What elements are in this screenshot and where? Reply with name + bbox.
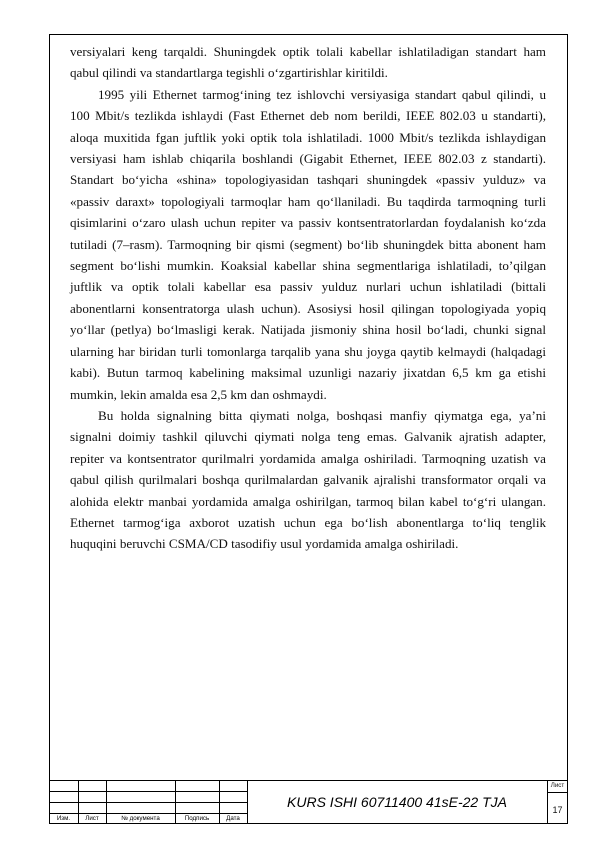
stamp-list-label: Лист bbox=[85, 815, 99, 822]
stamp-izm-label: Изм. bbox=[56, 815, 71, 822]
stamp-doc-label: № документа bbox=[121, 815, 160, 822]
stamp-sign-label: Подпись bbox=[184, 815, 210, 822]
title-block bbox=[49, 780, 568, 824]
document-body bbox=[70, 41, 546, 555]
paragraph-1: versiyalari keng tarqaldi. Shuningdek optik tolali kabellar ishlatiladigan standart ham qabul qilindi va standartlarga tegishli o‘zgartirishlar kiritildi. bbox=[70, 44, 546, 81]
sheet-label: Лист bbox=[550, 782, 565, 789]
sheet-number: 17 bbox=[552, 805, 563, 815]
paragraph-2: 1995 yili Ethernet tarmog‘ining tez ishlovchi versiyasiga standart qabul qilindi, u 100 Mbit/s tezlikda ishlaydi (Fast Ethernet deb nom berildi, IEEE 802.03 u standarti), aloqa muxitida fgan juftlik yoki optik tola ishlatiladi. 1000 Mbit/s tezlikda ishlaydigan versiyasi ham ishlab chiqarila boshlandi (Gigabit Ethernet, IEEE 802.03 z standarti). Standart bo‘yicha «shina» topologiyasidan tashqari shuningdek «passiv yulduz» va «passiv daraxt» topologiyali tarmoqlar ham qo‘llaniladi. Bu taqdirda tarmoqning turli qisimlarini o‘zaro ulash uchun repiter va passiv kontsentratorlardan foydalanish ko‘zda tutiladi (7–rasm). Tarmoqning bir qismi (segment) bo‘lib shuningdek bitta abonent ham segment bo‘lishi mumkin. Koaksial kabellar shina segmentlariga ishlatiladi, to’qilgan juftlik va optik tolali kabellar esa passiv yulduz nurlari uchun ishlatiladi (bittali abonentlarni konsentratorga ulash uchun). Asosiysi hosil qilingan topologiyada yopiq yo‘llar (petlya) bo‘lmasligi kerak. Natijada jismoniy shina hosil bo‘ladi, chunki signal ularning har biridan turli tomonlarga tarqalib yana shu joyga qaytib kelmaydi (halqadagi kabi). Butun tarmoq kabelining maksimal uzunligi nazariy jixatdan 6,5 km ga etishi mumkin, lekin amalda esa 2,5 km dan oshmaydi. bbox=[70, 86, 546, 402]
document-code: KURS ISHI 60711400 41sE-22 TJA bbox=[287, 794, 507, 810]
stamp-date-label: Дата bbox=[226, 815, 240, 822]
paragraph-3: Bu holda signalning bitta qiymati nolga, boshqasi manfiy qiymatga ega, ya’ni signalni doimiy tashkil qiluvchi qiymati nolga teng emas. Galvanik ajratish adapter, repiter va kontsentrator qurilmalri yordamida amalga oshiriladi. Tarmoqning uzatish va qabul qilish qurilmalari boshqa qurilmalardan galvanik ajralishi transformator orqali va alohida elektr manbai yordamida amalga oshirilgan, tarmoq bilan kabel to‘g‘ri ulangan. Ethernet tarmog‘iga axborot uzatish uchun ega bo‘lish abonentlarga to‘liq tenglik huquqini beruvchi CSMA/CD tasodifiy usul yordamida amalga oshiriladi. bbox=[70, 407, 546, 552]
